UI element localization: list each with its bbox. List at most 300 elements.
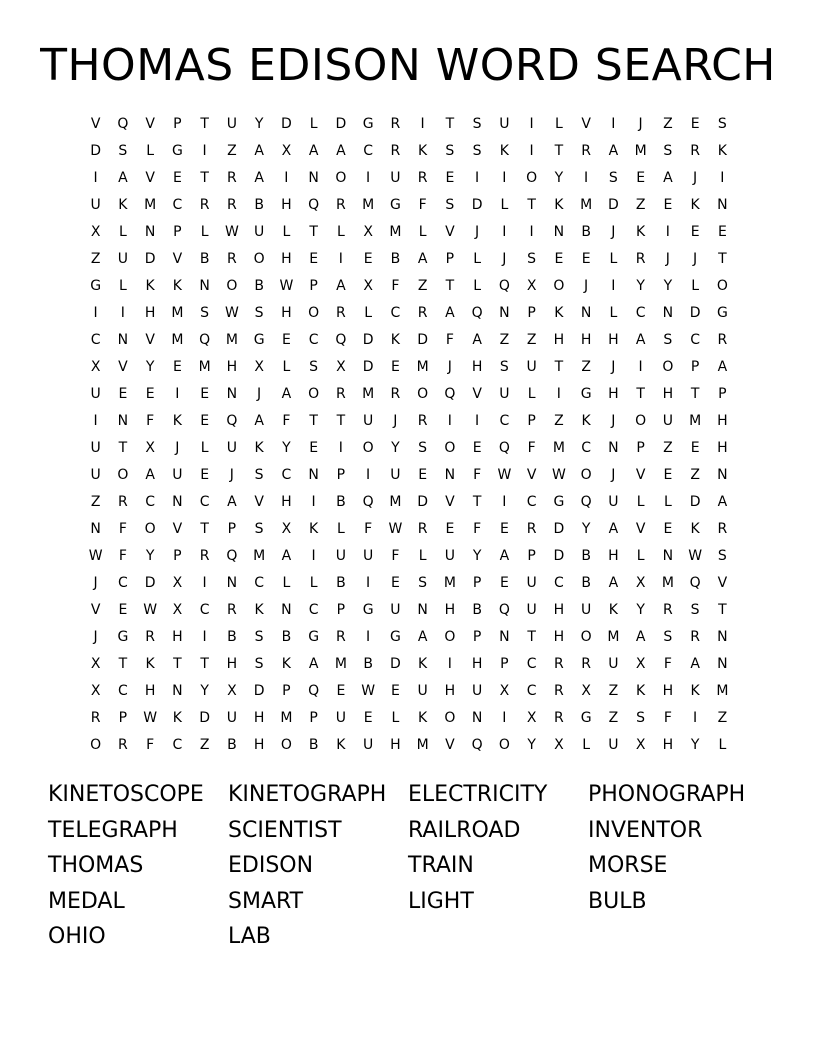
grid-cell[interactable]: F [663, 710, 672, 726]
grid-cell[interactable]: B [199, 251, 210, 267]
grid-cell[interactable]: T [445, 278, 455, 294]
grid-cell[interactable]: S [309, 359, 319, 375]
grid-cell[interactable]: N [199, 278, 210, 294]
grid-cell[interactable]: K [636, 224, 646, 240]
grid-cell[interactable]: E [499, 575, 509, 591]
grid-cell[interactable]: F [418, 197, 427, 213]
grid-cell[interactable]: M [716, 683, 729, 699]
grid-cell[interactable]: L [200, 440, 209, 456]
grid-cell[interactable]: F [146, 737, 155, 753]
grid-cell[interactable]: Q [689, 575, 701, 591]
grid-cell[interactable]: N [281, 602, 292, 618]
grid-cell[interactable]: F [391, 278, 400, 294]
grid-cell[interactable]: U [363, 737, 374, 753]
grid-cell[interactable]: C [254, 575, 265, 591]
grid-cell[interactable]: V [635, 521, 646, 537]
grid-cell[interactable]: A [717, 359, 728, 375]
grid-cell[interactable]: B [581, 575, 591, 591]
grid-cell[interactable]: T [527, 197, 536, 213]
grid-cell[interactable]: U [608, 656, 619, 672]
grid-cell[interactable]: T [336, 413, 346, 429]
grid-cell[interactable]: C [90, 332, 101, 348]
grid-cell[interactable]: I [338, 251, 343, 267]
grid-cell[interactable]: D [253, 683, 265, 699]
grid-cell[interactable]: R [199, 197, 210, 213]
grid-cell[interactable]: L [636, 548, 645, 564]
grid-cell[interactable]: X [90, 224, 101, 240]
grid-cell[interactable]: Z [635, 197, 646, 213]
grid-cell[interactable]: P [336, 602, 346, 618]
grid-cell[interactable]: J [93, 629, 98, 645]
grid-cell[interactable]: P [173, 224, 182, 240]
grid-cell[interactable]: L [473, 278, 482, 294]
grid-cell[interactable]: Z [581, 359, 591, 375]
grid-cell[interactable]: B [254, 197, 264, 213]
grid-cell[interactable]: V [254, 494, 264, 510]
grid-cell[interactable]: D [144, 251, 156, 267]
grid-cell[interactable]: J [229, 467, 234, 483]
grid-cell[interactable]: L [636, 494, 645, 510]
grid-cell[interactable]: S [690, 602, 700, 618]
grid-cell[interactable]: J [93, 575, 98, 591]
grid-cell[interactable]: L [364, 305, 373, 321]
grid-cell[interactable]: R [581, 656, 591, 672]
grid-cell[interactable]: I [720, 170, 725, 186]
grid-cell[interactable]: H [553, 602, 565, 618]
grid-cell[interactable]: R [145, 629, 155, 645]
grid-cell[interactable]: J [447, 359, 452, 375]
grid-cell[interactable]: K [172, 413, 182, 429]
grid-cell[interactable]: C [172, 197, 183, 213]
grid-cell[interactable]: S [608, 170, 618, 186]
grid-cell[interactable]: Y [690, 737, 700, 753]
grid-cell[interactable]: W [361, 683, 376, 699]
grid-cell[interactable]: N [717, 656, 728, 672]
grid-cell[interactable]: X [363, 224, 373, 240]
grid-cell[interactable]: K [281, 656, 291, 672]
grid-cell[interactable]: J [611, 224, 616, 240]
grid-cell[interactable]: Z [417, 278, 428, 294]
grid-cell[interactable]: W [497, 467, 512, 483]
grid-cell[interactable]: G [389, 197, 401, 213]
grid-cell[interactable]: R [336, 386, 346, 402]
grid-cell[interactable]: L [336, 521, 345, 537]
grid-cell[interactable]: E [499, 521, 509, 537]
grid-cell[interactable]: X [363, 278, 373, 294]
grid-cell[interactable]: J [475, 224, 480, 240]
grid-cell[interactable]: T [445, 116, 455, 132]
grid-cell[interactable]: R [336, 629, 346, 645]
grid-cell[interactable]: D [335, 116, 347, 132]
grid-cell[interactable]: C [199, 494, 210, 510]
grid-cell[interactable]: H [553, 332, 565, 348]
grid-cell[interactable]: S [636, 710, 646, 726]
grid-cell[interactable]: L [609, 251, 618, 267]
grid-cell[interactable]: Y [663, 278, 673, 294]
grid-cell[interactable]: N [608, 440, 619, 456]
grid-cell[interactable]: R [417, 521, 428, 537]
grid-cell[interactable]: S [472, 143, 482, 159]
grid-cell[interactable]: M [634, 143, 647, 159]
grid-cell[interactable]: Q [308, 683, 320, 699]
grid-cell[interactable]: P [527, 413, 536, 429]
grid-cell[interactable]: R [581, 143, 591, 159]
grid-cell[interactable]: B [390, 251, 401, 267]
grid-cell[interactable]: D [471, 197, 483, 213]
grid-cell[interactable]: I [529, 224, 534, 240]
grid-cell[interactable]: H [444, 683, 456, 699]
grid-cell[interactable]: M [144, 197, 157, 213]
grid-cell[interactable]: O [308, 305, 320, 321]
grid-cell[interactable]: N [553, 224, 565, 240]
grid-cell[interactable]: L [718, 737, 727, 753]
grid-cell[interactable]: M [171, 332, 184, 348]
grid-cell[interactable]: H [226, 359, 238, 375]
grid-cell[interactable]: C [635, 305, 646, 321]
grid-cell[interactable]: H [281, 494, 292, 510]
grid-cell[interactable]: R [227, 251, 237, 267]
grid-cell[interactable]: E [200, 467, 210, 483]
grid-cell[interactable]: Y [391, 440, 400, 456]
grid-cell[interactable]: U [117, 251, 128, 267]
grid-cell[interactable]: P [309, 278, 318, 294]
grid-cell[interactable]: M [580, 197, 593, 213]
grid-cell[interactable]: K [254, 602, 264, 618]
grid-cell[interactable]: U [417, 683, 428, 699]
grid-cell[interactable]: L [309, 575, 318, 591]
grid-cell[interactable]: I [693, 710, 698, 726]
grid-cell[interactable]: H [144, 305, 156, 321]
grid-cell[interactable]: D [144, 575, 156, 591]
grid-cell[interactable]: Y [472, 548, 482, 564]
grid-cell[interactable]: L [582, 737, 591, 753]
grid-cell[interactable]: M [362, 197, 375, 213]
grid-cell[interactable]: E [200, 386, 210, 402]
grid-cell[interactable]: B [336, 575, 346, 591]
grid-cell[interactable]: D [362, 332, 374, 348]
grid-cell[interactable]: T [200, 521, 209, 537]
grid-cell[interactable]: X [90, 359, 101, 375]
grid-cell[interactable]: G [716, 305, 728, 321]
grid-cell[interactable]: T [554, 143, 564, 159]
grid-cell[interactable]: K [254, 440, 264, 456]
grid-cell[interactable]: S [445, 197, 455, 213]
grid-cell[interactable]: S [663, 629, 673, 645]
grid-cell[interactable]: R [90, 710, 101, 726]
grid-cell[interactable]: X [90, 683, 101, 699]
grid-cell[interactable]: R [227, 197, 237, 213]
grid-cell[interactable]: D [389, 656, 401, 672]
grid-cell[interactable]: Q [362, 494, 374, 510]
grid-cell[interactable]: E [636, 170, 646, 186]
grid-cell[interactable]: I [93, 305, 98, 321]
grid-cell[interactable]: S [118, 143, 128, 159]
grid-cell[interactable]: D [553, 521, 565, 537]
grid-cell[interactable]: K [309, 521, 319, 537]
grid-cell[interactable]: P [472, 629, 482, 645]
grid-cell[interactable]: H [608, 332, 619, 348]
grid-cell[interactable]: T [118, 440, 128, 456]
grid-cell[interactable]: P [118, 710, 128, 726]
grid-cell[interactable]: L [500, 197, 509, 213]
grid-cell[interactable]: O [662, 359, 674, 375]
grid-cell[interactable]: J [584, 278, 589, 294]
grid-cell[interactable]: E [390, 359, 400, 375]
grid-cell[interactable]: U [390, 602, 401, 618]
grid-cell[interactable]: T [200, 656, 209, 672]
grid-cell[interactable]: V [118, 359, 128, 375]
grid-cell[interactable]: T [472, 494, 482, 510]
grid-cell[interactable]: V [145, 332, 155, 348]
grid-cell[interactable]: D [417, 494, 429, 510]
grid-cell[interactable]: U [90, 386, 101, 402]
grid-cell[interactable]: F [473, 521, 482, 537]
grid-cell[interactable]: I [93, 170, 98, 186]
grid-cell[interactable]: P [173, 548, 182, 564]
grid-cell[interactable]: F [391, 548, 400, 564]
grid-cell[interactable]: K [172, 710, 182, 726]
grid-cell[interactable]: O [417, 386, 429, 402]
grid-cell[interactable]: N [226, 386, 238, 402]
grid-cell[interactable]: H [471, 656, 483, 672]
grid-cell[interactable]: E [200, 413, 210, 429]
grid-cell[interactable]: G [171, 143, 183, 159]
grid-cell[interactable]: H [253, 737, 265, 753]
grid-cell[interactable]: M [389, 494, 402, 510]
grid-cell[interactable]: V [145, 116, 155, 132]
grid-cell[interactable]: H [471, 359, 483, 375]
grid-cell[interactable]: T [200, 170, 209, 186]
grid-cell[interactable]: U [526, 602, 537, 618]
grid-cell[interactable]: N [308, 467, 319, 483]
grid-cell[interactable]: T [527, 629, 536, 645]
grid-cell[interactable]: X [581, 683, 591, 699]
grid-cell[interactable]: R [690, 629, 700, 645]
grid-cell[interactable]: T [718, 602, 727, 618]
grid-cell[interactable]: M [552, 440, 565, 456]
grid-cell[interactable]: C [308, 602, 319, 618]
grid-cell[interactable]: N [144, 224, 156, 240]
grid-cell[interactable]: C [526, 683, 537, 699]
grid-cell[interactable]: D [689, 494, 701, 510]
grid-cell[interactable]: X [336, 359, 346, 375]
grid-cell[interactable]: F [146, 413, 155, 429]
grid-cell[interactable]: R [118, 494, 128, 510]
grid-cell[interactable]: H [253, 710, 265, 726]
grid-cell[interactable]: S [254, 305, 264, 321]
grid-cell[interactable]: Z [608, 710, 619, 726]
grid-cell[interactable]: E [118, 386, 128, 402]
grid-cell[interactable]: Q [226, 548, 238, 564]
grid-cell[interactable]: K [690, 521, 700, 537]
grid-cell[interactable]: R [417, 305, 428, 321]
grid-cell[interactable]: Q [498, 440, 510, 456]
grid-cell[interactable]: X [227, 683, 237, 699]
grid-cell[interactable]: E [472, 440, 482, 456]
grid-cell[interactable]: F [118, 521, 127, 537]
grid-cell[interactable]: G [117, 629, 129, 645]
grid-cell[interactable]: R [417, 170, 428, 186]
grid-cell[interactable]: H [281, 305, 292, 321]
grid-cell[interactable]: J [665, 251, 670, 267]
grid-cell[interactable]: U [499, 116, 510, 132]
grid-cell[interactable]: W [143, 602, 158, 618]
grid-cell[interactable]: A [254, 143, 264, 159]
grid-cell[interactable]: U [390, 467, 401, 483]
grid-cell[interactable]: R [227, 602, 237, 618]
grid-cell[interactable]: B [308, 737, 319, 753]
grid-cell[interactable]: T [309, 224, 318, 240]
grid-cell[interactable]: R [199, 548, 210, 564]
grid-cell[interactable]: N [499, 629, 510, 645]
grid-cell[interactable]: N [172, 683, 183, 699]
grid-cell[interactable]: O [280, 737, 292, 753]
grid-cell[interactable]: N [226, 575, 238, 591]
grid-cell[interactable]: T [554, 359, 564, 375]
grid-cell[interactable]: B [227, 629, 237, 645]
grid-cell[interactable]: J [175, 440, 180, 456]
grid-cell[interactable]: H [608, 548, 619, 564]
grid-cell[interactable]: X [526, 278, 537, 294]
grid-cell[interactable]: I [202, 575, 207, 591]
grid-cell[interactable]: L [609, 305, 618, 321]
grid-cell[interactable]: O [144, 521, 156, 537]
grid-cell[interactable]: J [638, 116, 643, 132]
grid-cell[interactable]: R [336, 305, 346, 321]
grid-cell[interactable]: J [611, 359, 616, 375]
grid-cell[interactable]: Y [636, 602, 645, 618]
grid-cell[interactable]: O [526, 170, 538, 186]
grid-cell[interactable]: I [366, 629, 371, 645]
grid-cell[interactable]: Q [308, 197, 320, 213]
grid-cell[interactable]: D [362, 359, 374, 375]
grid-cell[interactable]: I [556, 386, 561, 402]
grid-cell[interactable]: I [202, 143, 207, 159]
grid-cell[interactable]: V [445, 737, 455, 753]
grid-cell[interactable]: V [635, 467, 646, 483]
grid-cell[interactable]: C [117, 683, 128, 699]
grid-cell[interactable]: A [336, 143, 346, 159]
grid-cell[interactable]: A [635, 629, 646, 645]
grid-cell[interactable]: E [390, 575, 400, 591]
grid-cell[interactable]: F [364, 521, 373, 537]
grid-cell[interactable]: R [526, 521, 537, 537]
grid-cell[interactable]: U [444, 548, 455, 564]
grid-cell[interactable]: C [308, 332, 319, 348]
grid-cell[interactable]: G [90, 278, 102, 294]
grid-cell[interactable]: S [254, 467, 264, 483]
grid-cell[interactable]: A [417, 629, 428, 645]
grid-cell[interactable]: S [254, 629, 264, 645]
grid-cell[interactable]: Z [90, 251, 101, 267]
grid-cell[interactable]: K [581, 413, 591, 429]
grid-cell[interactable]: O [444, 440, 456, 456]
grid-cell[interactable]: H [226, 656, 238, 672]
grid-cell[interactable]: I [338, 440, 343, 456]
grid-cell[interactable]: J [393, 413, 398, 429]
grid-cell[interactable]: Z [608, 683, 619, 699]
grid-cell[interactable]: G [308, 629, 320, 645]
grid-cell[interactable]: M [416, 737, 429, 753]
grid-cell[interactable]: O [444, 629, 456, 645]
grid-cell[interactable]: A [608, 575, 619, 591]
grid-cell[interactable]: G [580, 386, 592, 402]
grid-cell[interactable]: A [281, 548, 292, 564]
grid-cell[interactable]: C [199, 602, 210, 618]
grid-cell[interactable]: P [472, 575, 482, 591]
grid-cell[interactable]: R [690, 143, 700, 159]
grid-cell[interactable]: M [225, 332, 238, 348]
grid-cell[interactable]: D [417, 332, 429, 348]
grid-cell[interactable]: A [608, 143, 619, 159]
grid-cell[interactable]: H [553, 629, 565, 645]
grid-cell[interactable]: C [526, 656, 537, 672]
grid-cell[interactable]: I [502, 224, 507, 240]
grid-cell[interactable]: N [717, 629, 728, 645]
grid-cell[interactable]: U [662, 413, 673, 429]
grid-cell[interactable]: I [311, 494, 316, 510]
grid-cell[interactable]: G [253, 332, 265, 348]
grid-cell[interactable]: R [227, 170, 237, 186]
grid-cell[interactable]: O [553, 278, 565, 294]
grid-cell[interactable]: Z [499, 332, 510, 348]
grid-cell[interactable]: I [366, 170, 371, 186]
grid-cell[interactable]: S [527, 251, 537, 267]
grid-cell[interactable]: E [336, 683, 346, 699]
grid-cell[interactable]: F [663, 656, 672, 672]
grid-cell[interactable]: O [362, 440, 374, 456]
grid-cell[interactable]: G [553, 494, 565, 510]
grid-cell[interactable]: R [554, 656, 564, 672]
grid-cell[interactable]: C [145, 494, 156, 510]
grid-cell[interactable]: U [608, 737, 619, 753]
grid-cell[interactable]: Q [580, 494, 592, 510]
grid-cell[interactable]: Y [145, 548, 155, 564]
grid-cell[interactable]: S [200, 305, 210, 321]
grid-cell[interactable]: J [611, 413, 616, 429]
grid-cell[interactable]: E [172, 170, 182, 186]
grid-cell[interactable]: O [498, 737, 510, 753]
grid-cell[interactable]: D [90, 143, 102, 159]
grid-cell[interactable]: W [143, 710, 158, 726]
grid-cell[interactable]: E [581, 251, 591, 267]
grid-cell[interactable]: I [584, 170, 589, 186]
grid-cell[interactable]: R [554, 683, 564, 699]
grid-cell[interactable]: B [581, 548, 591, 564]
grid-cell[interactable]: N [117, 413, 129, 429]
grid-cell[interactable]: F [473, 467, 482, 483]
grid-cell[interactable]: Z [690, 467, 700, 483]
grid-cell[interactable]: E [690, 224, 700, 240]
grid-cell[interactable]: U [90, 467, 101, 483]
grid-cell[interactable]: I [366, 467, 371, 483]
grid-cell[interactable]: Z [227, 143, 237, 159]
grid-cell[interactable]: C [172, 737, 183, 753]
grid-cell[interactable]: U [226, 710, 237, 726]
grid-cell[interactable]: Y [527, 737, 536, 753]
grid-cell[interactable]: L [282, 359, 291, 375]
grid-cell[interactable]: H [444, 602, 456, 618]
grid-cell[interactable]: W [688, 548, 703, 564]
grid-cell[interactable]: I [638, 359, 643, 375]
grid-cell[interactable]: K [554, 197, 564, 213]
grid-cell[interactable]: Y [254, 116, 264, 132]
grid-cell[interactable]: U [90, 440, 101, 456]
grid-cell[interactable]: I [665, 224, 670, 240]
grid-cell[interactable]: U [526, 575, 537, 591]
grid-cell[interactable]: B [581, 224, 591, 240]
grid-cell[interactable]: E [690, 116, 700, 132]
